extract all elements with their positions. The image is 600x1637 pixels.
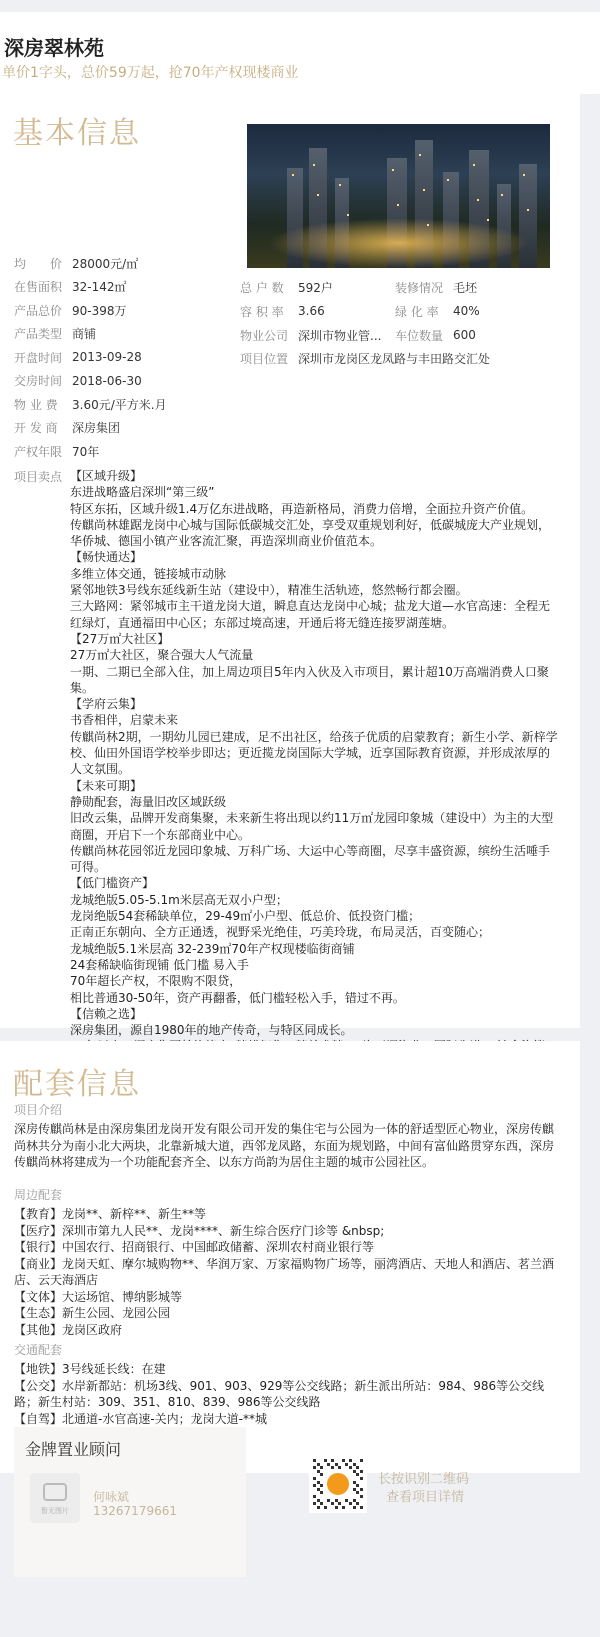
text-line: 【医疗】深圳市第九人民**、龙岗****、新生综合医疗门诊等 &nbsp; bbox=[14, 1223, 385, 1238]
info-value: 70年 bbox=[72, 444, 100, 459]
location-label: 项目位置 bbox=[240, 351, 289, 366]
basic-info-title: 基本信息 bbox=[13, 116, 141, 151]
info-label: 开盘时间 bbox=[14, 350, 63, 365]
text-line: 店、云天海酒店 bbox=[14, 1273, 99, 1287]
text-line: 相比普通30-50年，资产再翻番，低门槛轻松入手，错过不再。 bbox=[70, 990, 405, 1005]
info-row bbox=[14, 347, 142, 367]
avatar-caption: 暂无图片 bbox=[41, 1507, 69, 1515]
info-value: 28000元/㎡ bbox=[72, 256, 139, 271]
facility-info-title: 配套信息 bbox=[13, 1067, 141, 1102]
qr-hint-line2: 查看项目详情 bbox=[386, 1490, 465, 1505]
text-line: 【信赖之选】 bbox=[70, 1006, 143, 1021]
text-line: 【学府云集】 bbox=[70, 697, 143, 712]
advisor-avatar[interactable] bbox=[30, 1473, 80, 1523]
info-label: 容 积 率 bbox=[240, 304, 284, 319]
info-label: 绿 化 率 bbox=[395, 304, 439, 319]
info-value: 2013-09-28 bbox=[72, 350, 142, 364]
info-value: 商铺 bbox=[72, 327, 97, 341]
info-row bbox=[14, 300, 127, 320]
text-line: 书香相伴，启蒙未来 bbox=[70, 713, 179, 728]
info-value: 深房集团 bbox=[72, 421, 121, 435]
qr-code[interactable] bbox=[309, 1455, 367, 1513]
info-row bbox=[240, 301, 325, 321]
info-value: 毛坯 bbox=[453, 280, 478, 295]
info-row bbox=[14, 418, 120, 438]
text-line: 【其他】龙岗区政府 bbox=[14, 1322, 123, 1337]
text-line: 传麒尚林将建成为一个功能配套齐全、以东方尚韵为居住主题的城市公园社区。 bbox=[14, 1155, 435, 1169]
info-value: 40% bbox=[453, 304, 480, 318]
info-value: 深圳市物业管... bbox=[298, 328, 382, 343]
text-line: 【自驾】北通道-水官高速-关内；龙岗大道-**城 bbox=[14, 1411, 267, 1426]
around-label: 周边配套 bbox=[14, 1188, 63, 1202]
text-line: 【文体】大运场馆、博纳影城等 bbox=[14, 1289, 183, 1304]
info-value: 600 bbox=[453, 328, 476, 342]
text-line: 传麒尚林雄踞龙岗中心城与国际低碳城交汇处，享受双重规划利好，低碳城庞大产业规划，华侨城、德国小镇产业客流汇聚，再造深圳商业价值范本。 bbox=[70, 517, 551, 549]
text-line: 紧邻地铁3号线东延线新生站（建设中），精准生活轨迹，悠然畅行都会圈。 bbox=[70, 583, 468, 598]
info-label: 物 业 费 bbox=[14, 397, 58, 412]
traffic-label: 交通配套 bbox=[14, 1343, 63, 1357]
info-label: 产权年限 bbox=[14, 444, 63, 459]
info-value: 2018-06-30 bbox=[72, 373, 142, 388]
text-line: 路；新生村站：309、351、810、839、986等公交线路 bbox=[14, 1395, 321, 1409]
text-line: 【商业】龙岗天虹、摩尔城购物**、华润万家、万家福购物广场等，丽湾酒店、天地人和酒店、茗兰酒 bbox=[14, 1256, 555, 1271]
location-row bbox=[240, 348, 490, 368]
text-line: 尚林共分为南小北大两块，北靠新城大道，西邻龙凤路，东面为规划路，中间有富仙路贯穿东西，深房 bbox=[14, 1138, 555, 1153]
info-label: 在售面积 bbox=[14, 280, 63, 294]
text-line: 深房集团，源自1980年的地产传奇，与特区同成长。 bbox=[70, 1023, 353, 1038]
brand-logo-icon bbox=[325, 1471, 351, 1497]
text-line: 传麒尚林花园邻近龙园印象城、万科广场、大运中心等商圈，尽享丰盛资源，缤纷生活唾手可得。 bbox=[70, 843, 551, 875]
text-line: 24套稀缺临街现铺 低门槛 易入手 bbox=[70, 957, 249, 972]
traffic-text bbox=[14, 1361, 569, 1427]
location-value: 深圳市龙岗区龙凤路与丰田路交汇处 bbox=[298, 351, 491, 366]
text-line: 传麒尚林2期，一期幼儿园已建成，足不出社区，给孩子优质的启蒙教育；新生小学、新梓学校、仙田外国语学校举步即达；更近揽龙岗国际大学城，近享国际教育资源，并形成浓厚的人文氛围。 bbox=[70, 729, 558, 777]
text-line: 龙城绝版5.1米层高 32-239㎡70年产权现楼临街商铺 bbox=[70, 941, 355, 956]
project-title: 深房翠林苑 bbox=[4, 36, 104, 60]
info-label: 总 户 数 bbox=[240, 280, 284, 295]
intro-label: 项目介绍 bbox=[14, 1103, 63, 1117]
text-line: 【银行】中国农行、招商银行、中国邮政储蓄、深圳农村商业银行等 bbox=[14, 1240, 375, 1254]
text-line: 三大路网：紧邻城市主干道龙岗大道，瞬息直达龙岗中心城；盐龙大道—水官高速：全程无红绿灯，直通福田中心区；东部过境高速，开通后将无缝连接罗湖莲塘。 bbox=[70, 599, 551, 630]
advisor-title: 金牌置业顾问 bbox=[25, 1440, 122, 1459]
qr-hint-line1: 长按识别二维码 bbox=[378, 1472, 470, 1487]
text-line: 一期、二期已全部入住，加上周边项目5年内入伙及入市项目，累计超10万高端消费人口聚集。 bbox=[70, 664, 549, 695]
text-line: 【27万㎡大社区】 bbox=[70, 631, 170, 646]
info-value: 32-142㎡ bbox=[72, 280, 127, 294]
text-line: 27万㎡大社区，聚合强大人气流量 bbox=[70, 648, 254, 663]
text-line: 龙城绝版5.05-5.1m米层高无双小户型； bbox=[70, 892, 288, 907]
info-value: 592户 bbox=[298, 280, 333, 295]
text-line: 【畅快通达】 bbox=[70, 550, 143, 565]
info-row bbox=[14, 441, 99, 461]
text-line: 【教育】龙岗**、新梓**、新生**等 bbox=[14, 1207, 207, 1221]
info-row bbox=[395, 301, 480, 321]
info-label: 产品类型 bbox=[14, 327, 63, 341]
info-label: 产品总价 bbox=[14, 303, 63, 318]
info-label: 开 发 商 bbox=[14, 421, 58, 435]
intro-text bbox=[14, 1121, 569, 1171]
info-value: 3.60元/平方米.月 bbox=[72, 397, 167, 412]
text-line: 【低门槛资产】 bbox=[70, 876, 155, 891]
info-value: 3.66 bbox=[298, 304, 325, 318]
project-hero-image[interactable] bbox=[247, 124, 550, 268]
info-label: 车位数量 bbox=[395, 328, 444, 343]
text-line: 【公交】水岸新都站：机场3线、901、903、929等公交线路；新生派出所站：984、986等公交线 bbox=[14, 1378, 545, 1393]
selling-points-text bbox=[70, 468, 560, 1071]
text-line: 【地铁】3号线延长线：在建 bbox=[14, 1362, 166, 1376]
info-row bbox=[240, 277, 333, 297]
selling-points-label: 项目卖点 bbox=[14, 470, 63, 484]
advisor-phone[interactable]: 13267179661 bbox=[93, 1504, 177, 1518]
info-row bbox=[14, 253, 138, 273]
text-line: 【未来可期】 bbox=[70, 778, 143, 793]
info-row bbox=[395, 277, 477, 297]
basic-info-card bbox=[0, 94, 580, 1038]
text-line: 东进战略盛启深圳“第三级” bbox=[70, 485, 215, 500]
info-label: 装修情况 bbox=[395, 280, 444, 295]
camera-icon bbox=[43, 1483, 67, 1501]
info-row bbox=[240, 325, 381, 345]
page-header bbox=[0, 12, 600, 94]
info-value: 90-398万 bbox=[72, 303, 127, 318]
text-line: 【区域升级】 bbox=[70, 469, 143, 483]
info-row bbox=[14, 371, 142, 391]
text-line: 静勋配套，海量旧改区域跃级 bbox=[70, 794, 227, 809]
info-row bbox=[395, 325, 476, 345]
info-label: 交房时间 bbox=[14, 374, 63, 388]
info-label: 物业公司 bbox=[240, 328, 289, 343]
advisor-name: 何咏斌 bbox=[93, 1490, 130, 1504]
facility-info-card bbox=[0, 1041, 580, 1473]
text-line: 正南正东朝向、全方正通透，视野采光绝佳，巧美玲珑，布局灵活，百变随心； bbox=[70, 925, 491, 940]
text-line: 70年超长产权，不限购不限贷， bbox=[70, 974, 242, 989]
around-text bbox=[14, 1206, 569, 1338]
text-line: 多维立体交通，链接城市动脉 bbox=[70, 566, 227, 581]
text-line: 旧改云集，品牌开发商集聚，未来新生将出现以约11万㎡龙园印象城（建设中）为主的大型商圈，开启下一个东部商业中心。 bbox=[70, 811, 554, 842]
text-line: 特区东拓，区域升级1.4万亿东进战略，再造新格局，消费力倍增，全面拉升资产价值。 bbox=[70, 501, 534, 516]
project-subtitle: 单价1字头，总价59万起，抢70年产权现楼商业 bbox=[2, 65, 299, 81]
info-row bbox=[14, 324, 96, 344]
info-row bbox=[14, 277, 127, 297]
text-line: 【生态】新生公园、龙园公园 bbox=[14, 1306, 171, 1320]
text-line: 龙岗绝版54套稀缺单位，29-49㎡小户型、低总价、低投资门槛； bbox=[70, 909, 421, 924]
info-label: 均 价 bbox=[14, 256, 63, 271]
text-line: 深房传麒尚林是由深房集团龙岗开发有限公司开发的集住宅与公园为一体的舒适型匠心物业，深房传麒 bbox=[14, 1122, 555, 1136]
info-row bbox=[14, 394, 167, 414]
